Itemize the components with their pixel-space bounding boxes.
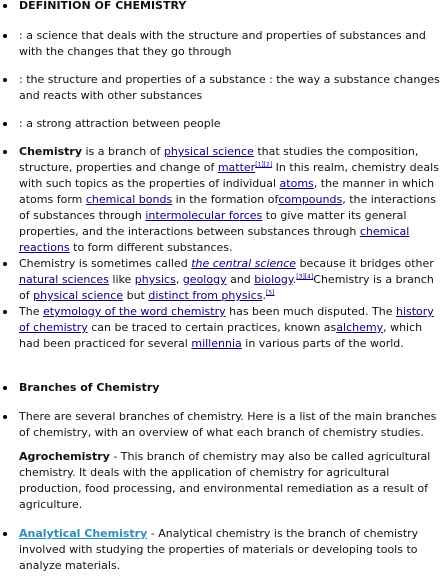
link-analytical-chemistry[interactable]: Analytical Chemistry [19,527,148,540]
link-chemical-reactions[interactable]: chemical reactions [19,225,410,254]
link-chemical-bonds[interactable]: chemical bonds [85,193,173,206]
citation-5[interactable]: [5] [265,289,275,297]
branch-agrochemistry: Agrochemistry - This branch of chemistry may also be called agricultural chemistry. It deals with the application of chemistry for agricultural production, food processing, and environmental remediation as a result of agriculture. [19,450,431,511]
central-science-paragraph: Chemistry is sometimes called the central science because it bridges other natural sciences like physics, geology and biology.[3][4]Chemistry is a branch of physical science but distinct from physics.[5] [0,256,443,304]
link-distinct-from-physics[interactable]: distinct from physics [148,289,263,302]
etymology-paragraph: The etymology of the word chemistry has been much disputed. The history of chemistry can be traced to certain practices, known asalchemy, which had been practiced for several millennia in various parts of the world. [0,304,443,352]
link-geology[interactable]: geology [182,273,227,286]
link-intermolecular-forces[interactable]: intermolecular forces [145,209,263,222]
link-biology[interactable]: biology [254,273,293,286]
link-etymology[interactable]: etymology of the word chemistry [42,305,226,318]
definition-item-2: : the structure and properties of a substance : the way a substance changes and reacts with other substances [0,72,443,104]
link-physics[interactable]: physics [134,273,176,286]
link-history-of-chemistry[interactable]: history of chemistry [19,305,434,334]
link-millennia[interactable]: millennia [191,337,242,350]
link-atoms[interactable]: atoms [279,177,314,190]
definition-item-3: : a strong attraction between people [0,116,443,132]
citation-3-4[interactable]: [3][4] [296,273,314,281]
link-natural-sciences[interactable]: natural sciences [19,273,109,286]
link-matter[interactable]: matter [217,161,256,174]
definition-item-1: : a science that deals with the structure and properties of substances and with the changes that they go through [0,28,443,60]
link-physical-science[interactable]: physical science [163,145,254,158]
chemistry-paragraph: Chemistry is a branch of physical science that studies the composition, structure, properties and change of matter[1][2] In this realm, chemistry deals with such topics as the properties of individual atoms, the manner in which atoms form chemical bonds in the formation ofcompounds, the interactions of substances through intermolecular forces to give matter its general properties, and the interactions between substances through chemical reactions to form different substances. [0,144,443,256]
branches-heading: Branches of Chemistry [0,380,443,396]
branches-intro: There are several branches of chemistry. Here is a list of the main branches of chemistry, with an overview of what each branch of chemistry studies. [0,409,443,441]
branch-analytical-chemistry: Analytical Chemistry - Analytical chemistry is the branch of chemistry involved with studying the properties of materials or developing tools to analyze materials. [0,526,443,574]
link-compounds[interactable]: compounds [278,193,343,206]
definition-heading: DEFINITION OF CHEMISTRY [0,0,443,14]
link-alchemy[interactable]: alchemy [336,321,384,334]
link-central-science[interactable]: the central science [191,257,297,270]
link-physical-science-2[interactable]: physical science [33,289,124,302]
citation-1-2[interactable]: [1][2] [255,161,273,169]
